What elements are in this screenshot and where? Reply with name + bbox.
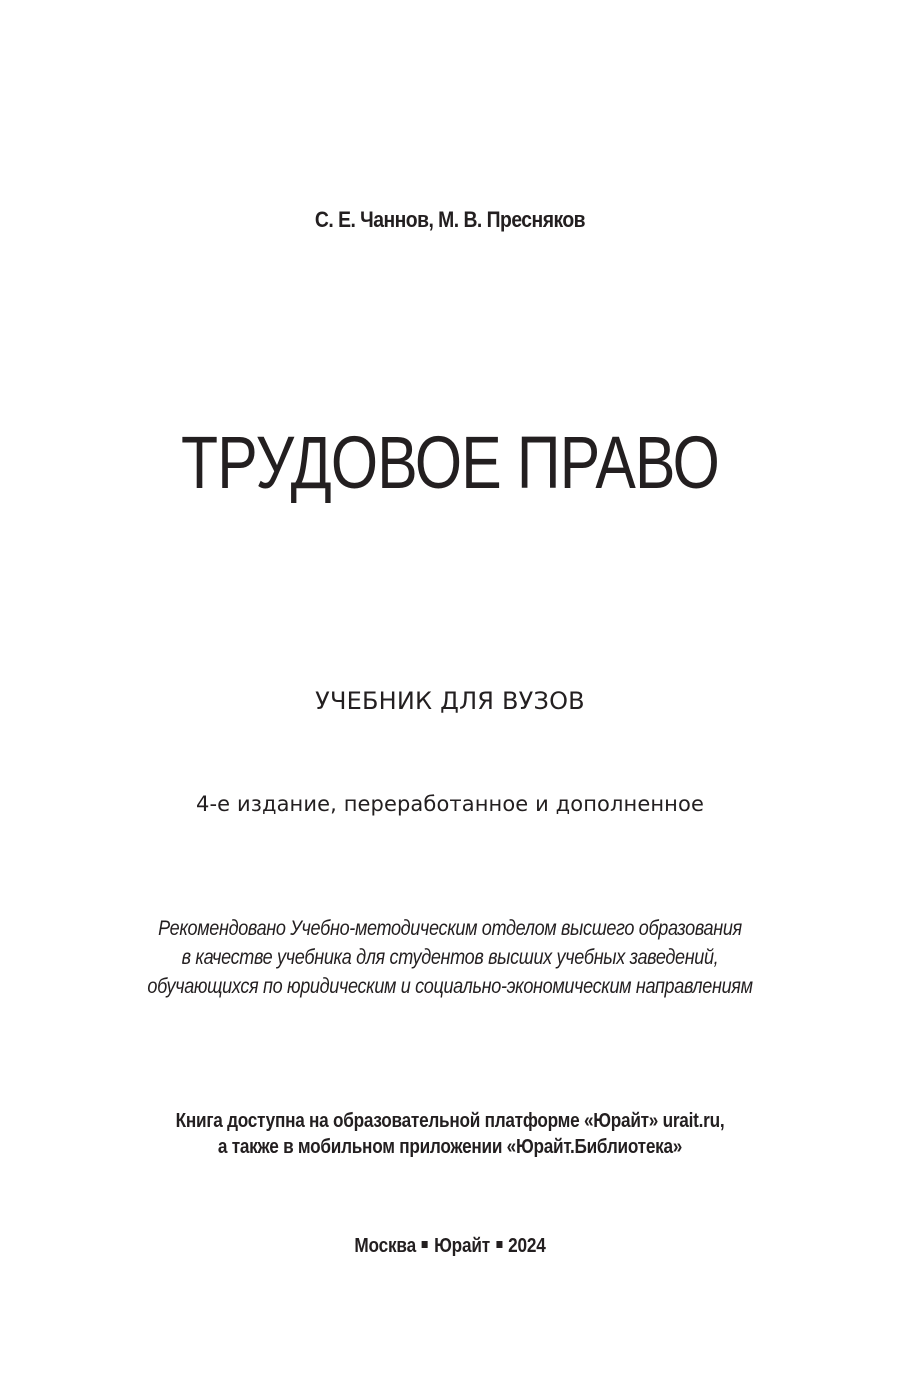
imprint-year: 2024 [508, 1235, 546, 1257]
recommendation-line-2: в качестве учебника для студентов высших учебных заведений, [181, 946, 719, 969]
imprint [63, 1235, 837, 1258]
book-title: ТРУДОВОЕ ПРАВО [181, 421, 719, 504]
platform-notice-line-1: Книга доступна на образовательной платформе «Юрайт» urait.ru, [175, 1110, 725, 1132]
book-subtitle: УЧЕБНИК ДЛЯ ВУЗОВ [315, 687, 585, 715]
book-authors: С. Е. Чаннов, М. В. Пресняков [314, 207, 586, 232]
square-separator-icon [422, 1241, 428, 1248]
recommendation-line-3: обучающихся по юридическим и социально-экономическим направлениям [147, 975, 753, 998]
edition-note: 4-е издание, переработанное и дополненное [196, 792, 704, 816]
recommendation-note [63, 914, 837, 1001]
platform-notice-line-2: а также в мобильном приложении «Юрайт.Библиотека» [217, 1136, 683, 1158]
square-separator-icon [496, 1241, 502, 1248]
platform-notice [63, 1108, 837, 1160]
imprint-city: Москва [354, 1235, 417, 1257]
imprint-publisher: Юрайт [434, 1235, 491, 1257]
recommendation-line-1: Рекомендовано Учебно-методическим отделом высшего образования [158, 917, 742, 940]
